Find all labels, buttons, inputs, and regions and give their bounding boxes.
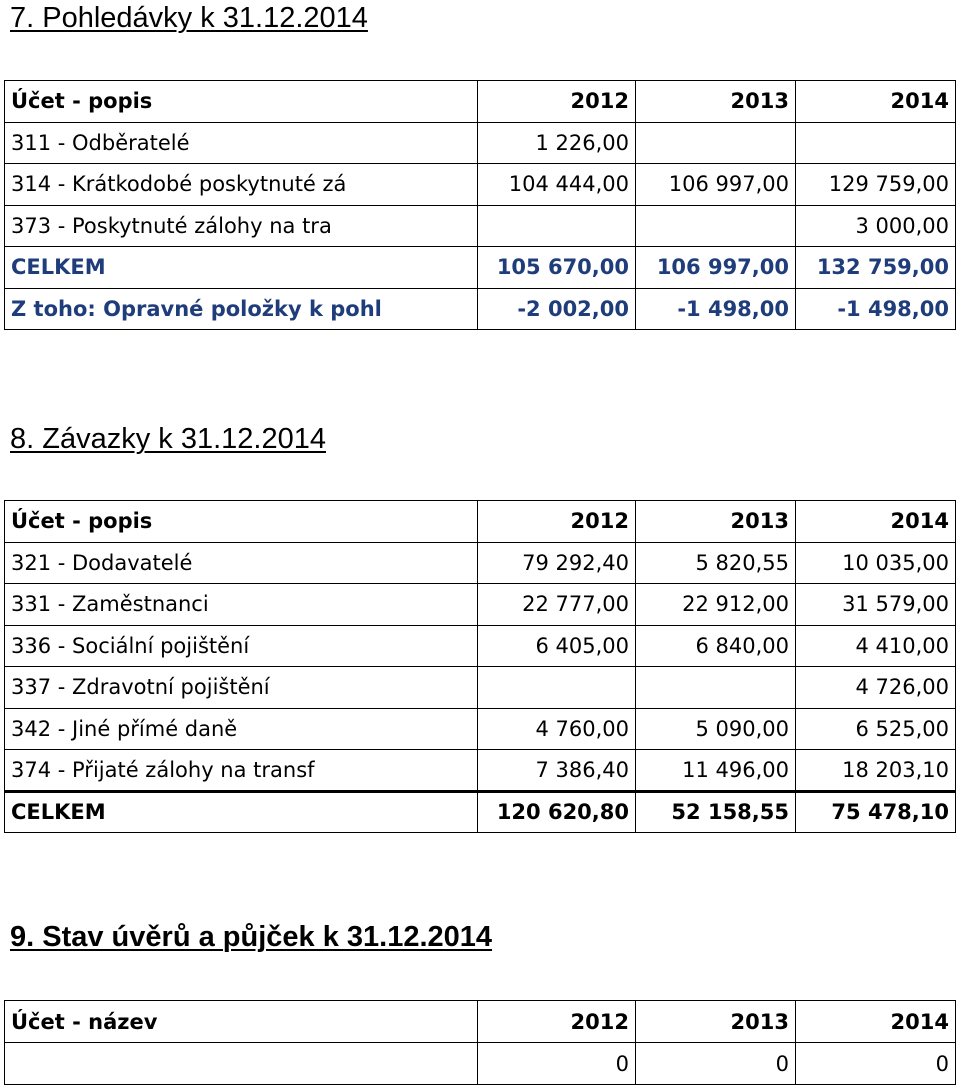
account-cell: 314 - Krátkodobé poskytnuté zá xyxy=(5,164,478,206)
value-2013: 106 997,00 xyxy=(636,164,796,206)
account-cell: 337 - Zdravotní pojištění xyxy=(5,667,478,709)
table-header-row xyxy=(5,501,956,543)
value-2012 xyxy=(478,205,636,247)
value-2014: 3 000,00 xyxy=(796,205,956,247)
total-2012: 105 670,00 xyxy=(478,247,636,289)
allowance-label: Z toho: Opravné položky k pohl xyxy=(5,288,478,330)
account-cell: 311 - Odběratelé xyxy=(5,122,478,164)
account-cell: 374 - Přijaté zálohy na transf xyxy=(5,750,478,792)
liabilities-table xyxy=(4,500,956,833)
account-cell: 321 - Dodavatelé xyxy=(5,542,478,584)
value-2014: 4 726,00 xyxy=(796,667,956,709)
total-2013: 106 997,00 xyxy=(636,247,796,289)
total-2014: 75 478,10 xyxy=(796,791,956,833)
header-2013: 2013 xyxy=(636,501,796,543)
value-2013 xyxy=(636,667,796,709)
value-2014: 10 035,00 xyxy=(796,542,956,584)
total-2013: 52 158,55 xyxy=(636,791,796,833)
total-row xyxy=(5,247,956,289)
value-2013: 0 xyxy=(636,1043,796,1085)
value-2013 xyxy=(636,122,796,164)
total-label: CELKEM xyxy=(5,791,478,833)
receivables-table xyxy=(4,80,956,330)
value-2012 xyxy=(478,667,636,709)
table-row xyxy=(5,750,956,792)
allowance-2014: -1 498,00 xyxy=(796,288,956,330)
value-2012: 22 777,00 xyxy=(478,584,636,626)
value-2013 xyxy=(636,205,796,247)
value-2012: 4 760,00 xyxy=(478,708,636,750)
header-2012: 2012 xyxy=(478,1001,636,1043)
table-row xyxy=(5,205,956,247)
value-2012: 79 292,40 xyxy=(478,542,636,584)
value-2014: 6 525,00 xyxy=(796,708,956,750)
value-2014: 4 410,00 xyxy=(796,625,956,667)
account-cell xyxy=(5,1043,478,1085)
header-account: Účet - popis xyxy=(5,81,478,123)
header-2013: 2013 xyxy=(636,81,796,123)
section-9-title: 9. Stav úvěrů a půjček k 31.12.2014 xyxy=(10,921,493,953)
table-header-row xyxy=(5,81,956,123)
table-row xyxy=(5,164,956,206)
value-2013: 11 496,00 xyxy=(636,750,796,792)
table-row xyxy=(5,542,956,584)
header-2012: 2012 xyxy=(478,501,636,543)
value-2014: 129 759,00 xyxy=(796,164,956,206)
allowance-2013: -1 498,00 xyxy=(636,288,796,330)
table-row xyxy=(5,667,956,709)
table-row xyxy=(5,625,956,667)
value-2012: 7 386,40 xyxy=(478,750,636,792)
table-row xyxy=(5,1043,956,1085)
header-2014: 2014 xyxy=(796,81,956,123)
total-2012: 120 620,80 xyxy=(478,791,636,833)
table-header-row xyxy=(5,1001,956,1043)
header-account: Účet - název xyxy=(5,1001,478,1043)
header-2014: 2014 xyxy=(796,501,956,543)
value-2013: 22 912,00 xyxy=(636,584,796,626)
allowance-row xyxy=(5,288,956,330)
value-2012: 104 444,00 xyxy=(478,164,636,206)
section-8-title: 8. Závazky k 31.12.2014 xyxy=(10,423,326,455)
value-2014: 0 xyxy=(796,1043,956,1085)
value-2014: 31 579,00 xyxy=(796,584,956,626)
account-cell: 342 - Jiné přímé daně xyxy=(5,708,478,750)
total-row xyxy=(5,791,956,833)
value-2013: 5 090,00 xyxy=(636,708,796,750)
header-2012: 2012 xyxy=(478,81,636,123)
total-2014: 132 759,00 xyxy=(796,247,956,289)
table-row xyxy=(5,584,956,626)
value-2013: 6 840,00 xyxy=(636,625,796,667)
header-2014: 2014 xyxy=(796,1001,956,1043)
allowance-2012: -2 002,00 xyxy=(478,288,636,330)
value-2013: 5 820,55 xyxy=(636,542,796,584)
value-2014 xyxy=(796,122,956,164)
table-row xyxy=(5,122,956,164)
section-7-title: 7. Pohledávky k 31.12.2014 xyxy=(10,2,368,34)
loans-table xyxy=(4,1000,956,1085)
total-label: CELKEM xyxy=(5,247,478,289)
account-cell: 336 - Sociální pojištění xyxy=(5,625,478,667)
value-2014: 18 203,10 xyxy=(796,750,956,792)
header-account: Účet - popis xyxy=(5,501,478,543)
account-cell: 331 - Zaměstnanci xyxy=(5,584,478,626)
value-2012: 1 226,00 xyxy=(478,122,636,164)
header-2013: 2013 xyxy=(636,1001,796,1043)
value-2012: 6 405,00 xyxy=(478,625,636,667)
account-cell: 373 - Poskytnuté zálohy na tra xyxy=(5,205,478,247)
value-2012: 0 xyxy=(478,1043,636,1085)
table-row xyxy=(5,708,956,750)
